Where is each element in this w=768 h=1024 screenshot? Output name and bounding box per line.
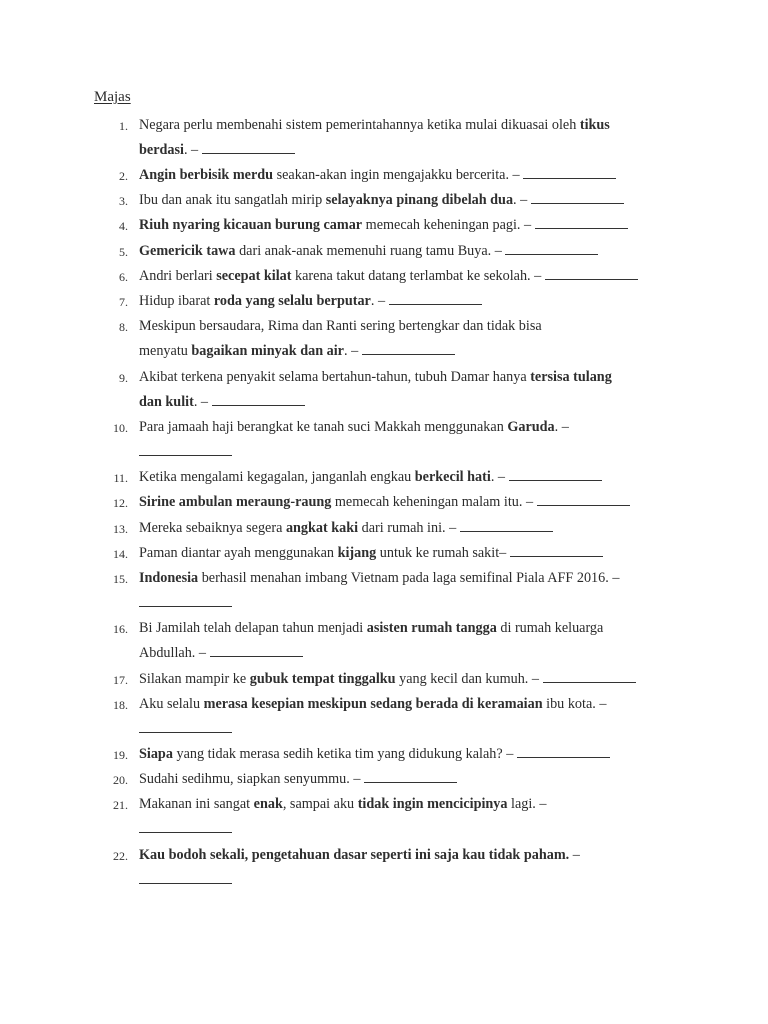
item-text-line bbox=[139, 566, 699, 591]
sentence-text: Para jamaah haji berangkat ke tanah suci Makkah menggunakan bbox=[139, 419, 508, 435]
item-text-line bbox=[139, 415, 699, 440]
item-number: 5. bbox=[119, 245, 128, 259]
figure-of-speech-phrase: berkecil hati bbox=[414, 469, 491, 485]
item-text-line bbox=[139, 188, 699, 213]
sentence-text: Abdullah. – bbox=[139, 645, 210, 662]
item-text-line bbox=[139, 767, 699, 792]
item-text-line bbox=[139, 390, 699, 415]
item-number: 2. bbox=[119, 169, 128, 183]
sentence-text: yang kecil dan kumuh. – bbox=[395, 671, 543, 687]
item-number: 15. bbox=[113, 572, 128, 586]
sentence-text: . – bbox=[370, 293, 389, 309]
answer-blank[interactable] bbox=[139, 820, 232, 833]
sentence-text: . – bbox=[183, 142, 202, 159]
item-number: 12. bbox=[113, 496, 128, 510]
item-text-line bbox=[139, 641, 699, 666]
answer-blank[interactable] bbox=[202, 141, 295, 154]
answer-blank[interactable] bbox=[139, 443, 232, 456]
item-text-line bbox=[139, 440, 699, 465]
item-number: 19. bbox=[113, 748, 128, 762]
figure-of-speech-phrase: tikus bbox=[579, 117, 610, 133]
item-number: 20. bbox=[113, 773, 128, 787]
item-text-line bbox=[139, 616, 699, 641]
item-number: 18. bbox=[113, 698, 128, 712]
item-text-line bbox=[139, 365, 699, 390]
figure-of-speech-phrase: angkat kaki bbox=[285, 520, 359, 536]
item-text-line bbox=[139, 339, 699, 364]
sentence-text: Makanan ini sangat bbox=[139, 796, 254, 812]
sentence-text: Ketika mengalami kegagalan, janganlah engkau bbox=[139, 469, 415, 485]
answer-blank[interactable] bbox=[517, 745, 610, 758]
sentence-text: berhasil menahan imbang Vietnam pada laga semifinal Piala AFF 2016. – bbox=[198, 570, 620, 586]
answer-blank[interactable] bbox=[460, 519, 553, 532]
sentence-text: memecah keheningan malam itu. – bbox=[331, 494, 537, 510]
sentence-text: menyatu bbox=[139, 343, 192, 360]
figure-of-speech-phrase: Sirine ambulan meraung-raung bbox=[139, 494, 332, 510]
item-text-line bbox=[139, 591, 699, 616]
item-text-line bbox=[139, 465, 699, 490]
item-text-line bbox=[139, 541, 699, 566]
answer-blank[interactable] bbox=[509, 468, 602, 481]
answer-blank[interactable] bbox=[535, 216, 628, 229]
sentence-text: karena takut datang terlambat ke sekolah. – bbox=[291, 268, 545, 284]
sentence-text: Aku selalu bbox=[139, 696, 204, 712]
item-text-line bbox=[139, 163, 699, 188]
sentence-text: Mereka sebaiknya segera bbox=[139, 520, 286, 536]
sentence-text: untuk ke rumah sakit– bbox=[376, 545, 510, 561]
sentence-text: . – bbox=[193, 394, 212, 411]
item-number: 6. bbox=[119, 270, 128, 284]
answer-blank[interactable] bbox=[543, 670, 636, 683]
item-text-line bbox=[139, 314, 699, 339]
item-number: 11. bbox=[113, 471, 128, 485]
sentence-text: . – bbox=[554, 419, 569, 435]
answer-blank[interactable] bbox=[523, 166, 616, 179]
item-number: 4. bbox=[119, 219, 128, 233]
figure-of-speech-phrase: tersisa tulang bbox=[530, 369, 612, 385]
figure-of-speech-phrase: Kau bodoh sekali, pengetahuan dasar seperti ini saja kau tidak paham. bbox=[139, 847, 570, 863]
item-text-line bbox=[139, 868, 699, 893]
sentence-text: yang tidak merasa sedih ketika tim yang didukung kalah? – bbox=[172, 746, 517, 762]
answer-blank[interactable] bbox=[537, 493, 630, 506]
item-text-line bbox=[139, 113, 699, 138]
item-number: 13. bbox=[113, 522, 128, 536]
item-number: 22. bbox=[113, 849, 128, 863]
sentence-text: seakan-akan ingin mengajakku bercerita. – bbox=[273, 167, 524, 183]
figure-of-speech-phrase: roda yang selalu berputar bbox=[213, 293, 371, 309]
sentence-text: memecah keheningan pagi. – bbox=[362, 217, 535, 233]
item-text-line bbox=[139, 213, 699, 238]
item-text-line bbox=[139, 239, 699, 264]
sentence-text: Hidup ibarat bbox=[139, 293, 214, 309]
sentence-text: , sampai aku bbox=[282, 796, 358, 812]
figure-of-speech-phrase: enak bbox=[253, 796, 283, 812]
item-number: 10. bbox=[113, 421, 128, 435]
figure-of-speech-phrase: Angin berbisik merdu bbox=[139, 167, 274, 183]
figure-of-speech-phrase: gubuk tempat tinggalku bbox=[249, 671, 396, 687]
item-text-line bbox=[139, 516, 699, 541]
figure-of-speech-phrase: berdasi bbox=[139, 142, 184, 159]
figure-of-speech-phrase: selayaknya pinang dibelah dua bbox=[325, 192, 514, 208]
item-text-line bbox=[139, 264, 699, 289]
page-title: Majas bbox=[94, 89, 131, 105]
answer-blank[interactable] bbox=[389, 292, 482, 305]
answer-blank[interactable] bbox=[510, 544, 603, 557]
item-text-line bbox=[139, 289, 699, 314]
sentence-text: di rumah keluarga bbox=[496, 620, 604, 636]
answer-blank[interactable] bbox=[212, 393, 305, 406]
sentence-text: Silakan mampir ke bbox=[139, 671, 250, 687]
answer-blank[interactable] bbox=[362, 342, 455, 355]
figure-of-speech-phrase: merasa kesepian meskipun sedang berada di keramaian bbox=[203, 696, 543, 712]
figure-of-speech-phrase: bagaikan minyak dan air bbox=[191, 343, 344, 360]
item-number: 7. bbox=[119, 295, 128, 309]
item-text-line bbox=[139, 742, 699, 767]
answer-blank[interactable] bbox=[505, 242, 598, 255]
sentence-text: – bbox=[569, 847, 580, 863]
item-text-line bbox=[139, 138, 699, 163]
item-text-line bbox=[139, 843, 699, 868]
item-number: 9. bbox=[119, 371, 128, 385]
answer-blank[interactable] bbox=[139, 720, 232, 733]
answer-blank[interactable] bbox=[139, 871, 232, 884]
item-text-line bbox=[139, 817, 699, 842]
item-number: 21. bbox=[113, 798, 128, 812]
item-number: 17. bbox=[113, 673, 128, 687]
item-text-line bbox=[139, 667, 699, 692]
sentence-text: Sudahi sedihmu, siapkan senyummu. – bbox=[139, 771, 365, 787]
sentence-text: ibu kota. – bbox=[542, 696, 607, 712]
item-text-line bbox=[139, 792, 699, 817]
sentence-text: Bi Jamilah telah delapan tahun menjadi bbox=[139, 620, 367, 636]
sentence-text: . – bbox=[513, 192, 531, 208]
answer-blank[interactable] bbox=[545, 267, 638, 280]
item-text-line bbox=[139, 692, 699, 717]
sentence-text: Andri berlari bbox=[139, 268, 217, 284]
figure-of-speech-phrase: Siapa bbox=[139, 746, 173, 762]
figure-of-speech-phrase: Indonesia bbox=[139, 570, 199, 586]
figure-of-speech-phrase: kijang bbox=[337, 545, 377, 561]
answer-blank[interactable] bbox=[531, 191, 624, 204]
item-number: 3. bbox=[119, 194, 128, 208]
figure-of-speech-phrase: secepat kilat bbox=[216, 268, 292, 284]
sentence-text: Paman diantar ayah menggunakan bbox=[139, 545, 338, 561]
sentence-text: Negara perlu membenahi sistem pemerintahannya ketika mulai dikuasai oleh bbox=[139, 117, 580, 133]
sentence-text: dari rumah ini. – bbox=[358, 520, 460, 536]
sentence-text: lagi. – bbox=[507, 796, 547, 812]
answer-blank[interactable] bbox=[364, 770, 457, 783]
sentence-text: Akibat terkena penyakit selama bertahun-tahun, tubuh Damar hanya bbox=[139, 369, 531, 385]
figure-of-speech-phrase: Gemericik tawa bbox=[139, 243, 236, 259]
figure-of-speech-phrase: Garuda bbox=[507, 419, 555, 435]
item-number: 8. bbox=[119, 320, 128, 334]
figure-of-speech-phrase: dan kulit bbox=[139, 394, 194, 411]
item-text-line bbox=[139, 717, 699, 742]
figure-of-speech-phrase: tidak ingin mencicipinya bbox=[357, 796, 508, 812]
sentence-text: Meskipun bersaudara, Rima dan Ranti sering bertengkar dan tidak bisa bbox=[139, 318, 542, 334]
sentence-text: dari anak-anak memenuhi ruang tamu Buya. – bbox=[235, 243, 506, 259]
figure-of-speech-phrase: Riuh nyaring kicauan burung camar bbox=[139, 217, 363, 233]
sentence-text: . – bbox=[343, 343, 362, 360]
sentence-text: Ibu dan anak itu sangatlah mirip bbox=[139, 192, 326, 208]
answer-blank[interactable] bbox=[210, 644, 303, 657]
answer-blank[interactable] bbox=[139, 594, 232, 607]
figure-of-speech-phrase: asisten rumah tangga bbox=[366, 620, 497, 636]
sentence-text: . – bbox=[490, 469, 509, 485]
item-number: 1. bbox=[119, 119, 128, 133]
item-text-line bbox=[139, 490, 699, 515]
item-number: 16. bbox=[113, 622, 128, 636]
item-number: 14. bbox=[113, 547, 128, 561]
